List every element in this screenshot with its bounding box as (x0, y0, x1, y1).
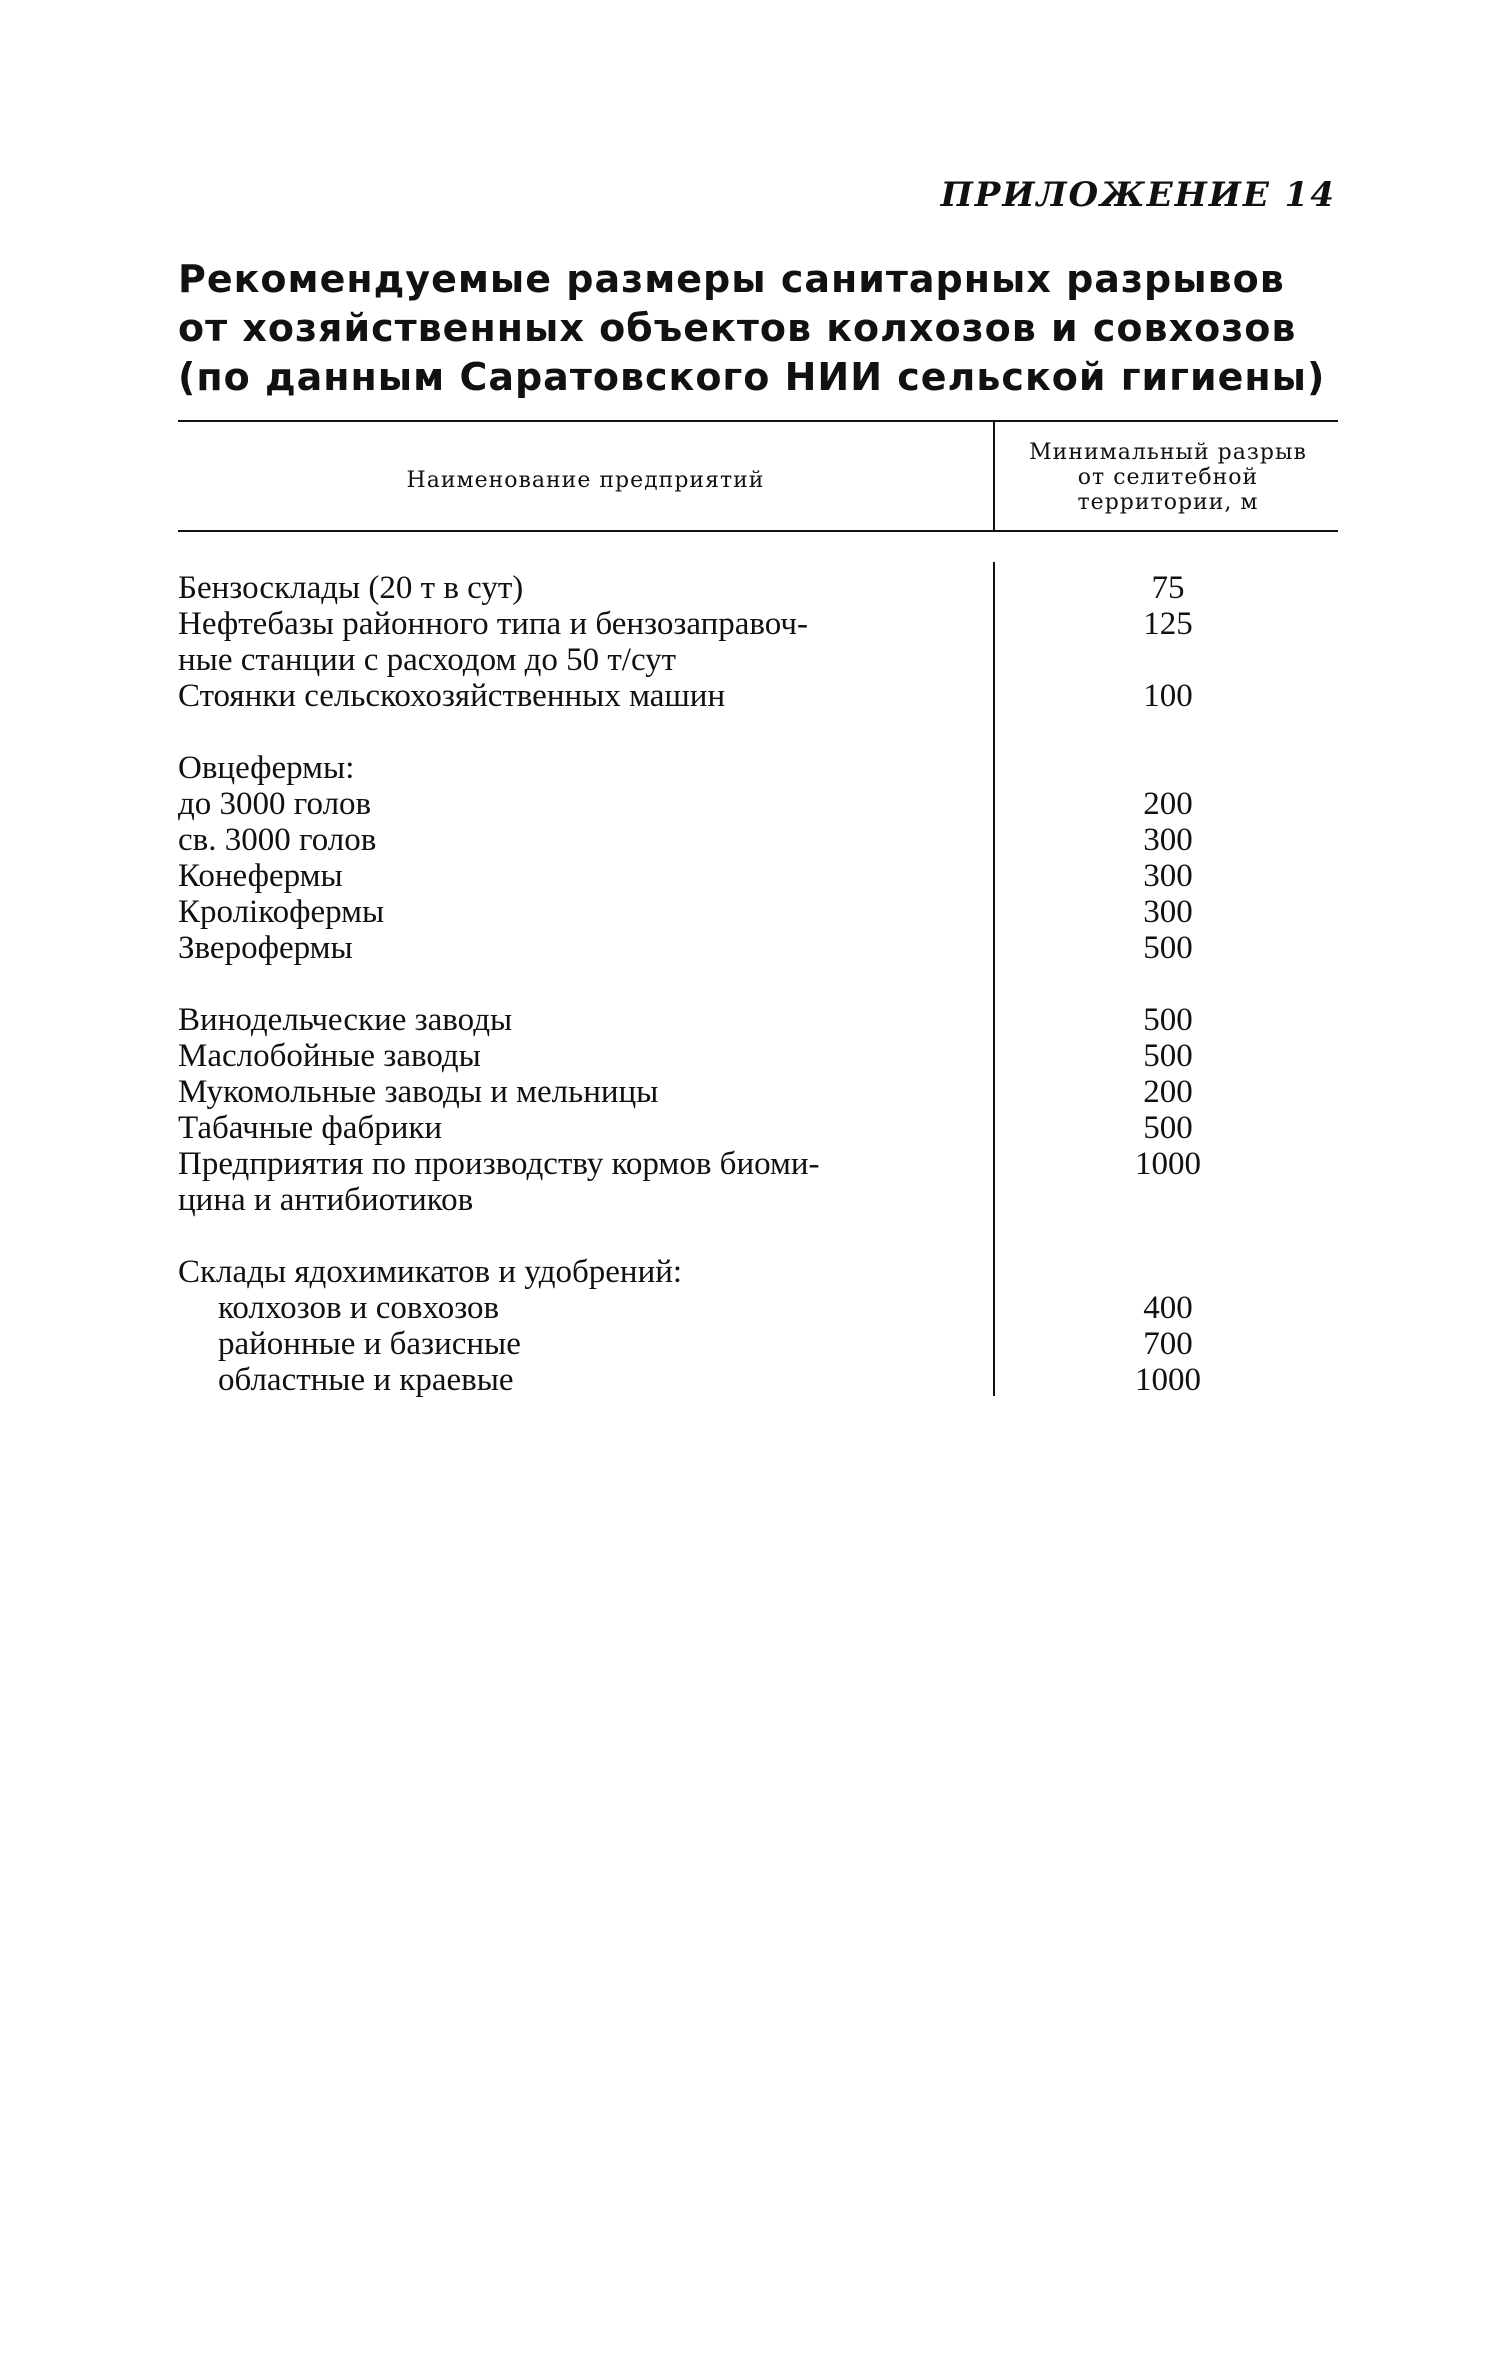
row-name: Зверофермы (178, 930, 353, 966)
table-row (178, 1146, 1338, 1182)
row-name: Маслобойные заводы (178, 1038, 481, 1074)
row-name: Кролікофермы (178, 894, 385, 930)
title-line: (по данным Саратовского НИИ сельской гигиены) (178, 355, 1326, 399)
table-row (178, 858, 1338, 894)
row-name: Табачные фабрики (178, 1110, 443, 1146)
row-name: Склады ядохимикатов и удобрений: (178, 1254, 683, 1290)
table-row (178, 642, 1338, 678)
row-value: 500 (1143, 930, 1193, 966)
group-gap (178, 966, 1338, 1002)
row-value: 200 (1143, 1074, 1193, 1110)
table-row (178, 570, 1338, 606)
table-row (178, 894, 1338, 930)
row-value: 100 (1143, 678, 1193, 714)
distance-table (178, 420, 1338, 1396)
group-gap (178, 714, 1338, 750)
row-value: 200 (1143, 786, 1193, 822)
row-name: колхозов и совхозов (218, 1290, 500, 1326)
row-name: Мукомольные заводы и мельницы (178, 1074, 659, 1110)
table-row (178, 606, 1338, 642)
table-header-rule (178, 530, 1338, 532)
table-row (178, 1110, 1338, 1146)
row-name: ные станции с расходом до 50 т/сут (178, 642, 677, 678)
row-name: до 3000 голов (178, 786, 372, 822)
row-name: Бензосклады (20 т в сут) (178, 570, 524, 606)
row-value: 300 (1143, 894, 1193, 930)
row-value: 300 (1143, 858, 1193, 894)
row-value: 125 (1143, 606, 1193, 642)
row-name: Предприятия по производству кормов биоми- (178, 1146, 820, 1182)
row-value: 500 (1143, 1038, 1193, 1074)
table-row (178, 930, 1338, 966)
row-value: 1000 (1135, 1146, 1201, 1182)
row-name: областные и краевые (218, 1362, 514, 1398)
table-top-rule (178, 420, 1338, 422)
column-header-name: Наименование предприятий (406, 468, 765, 493)
table-row (178, 1038, 1338, 1074)
table-row (178, 822, 1338, 858)
table-row (178, 1290, 1338, 1326)
row-name: Винодельческие заводы (178, 1002, 513, 1038)
row-value: 700 (1143, 1326, 1193, 1362)
row-name: районные и базисные (218, 1326, 521, 1362)
column-header-distance (998, 440, 1338, 515)
table-row (178, 750, 1338, 786)
appendix-label: ПРИЛОЖЕНИЕ 14 (940, 175, 1336, 215)
table-body (178, 570, 1338, 1398)
table-row (178, 678, 1338, 714)
row-name: Стоянки сельскохозяйственных машин (178, 678, 726, 714)
header-line: Минимальный разрыв (1029, 440, 1307, 465)
row-name: Конефермы (178, 858, 343, 894)
row-name: Нефтебазы районного типа и бензозаправоч- (178, 606, 809, 642)
table-row (178, 786, 1338, 822)
row-name: Овцефермы: (178, 750, 355, 786)
row-value: 400 (1143, 1290, 1193, 1326)
page-title (178, 255, 1338, 402)
table-row (178, 1326, 1338, 1362)
row-name: цина и антибиотиков (178, 1182, 474, 1218)
table-row (178, 1182, 1338, 1218)
divider-gap (990, 532, 998, 562)
table-row (178, 1002, 1338, 1038)
row-value: 75 (1151, 570, 1185, 606)
row-value: 500 (1143, 1110, 1193, 1146)
row-value: 300 (1143, 822, 1193, 858)
row-name: св. 3000 голов (178, 822, 377, 858)
header-line: территории, м (1077, 490, 1259, 515)
row-value: 1000 (1135, 1362, 1201, 1398)
header-line: от селитебной (1077, 465, 1259, 490)
row-value: 500 (1143, 1002, 1193, 1038)
group-gap (178, 1218, 1338, 1254)
title-line: Рекомендуемые размеры санитарных разрывов (178, 257, 1285, 301)
table-row (178, 1362, 1338, 1398)
table-row (178, 1074, 1338, 1110)
table-row (178, 1254, 1338, 1290)
title-line: от хозяйственных объектов колхозов и совхозов (178, 306, 1297, 350)
